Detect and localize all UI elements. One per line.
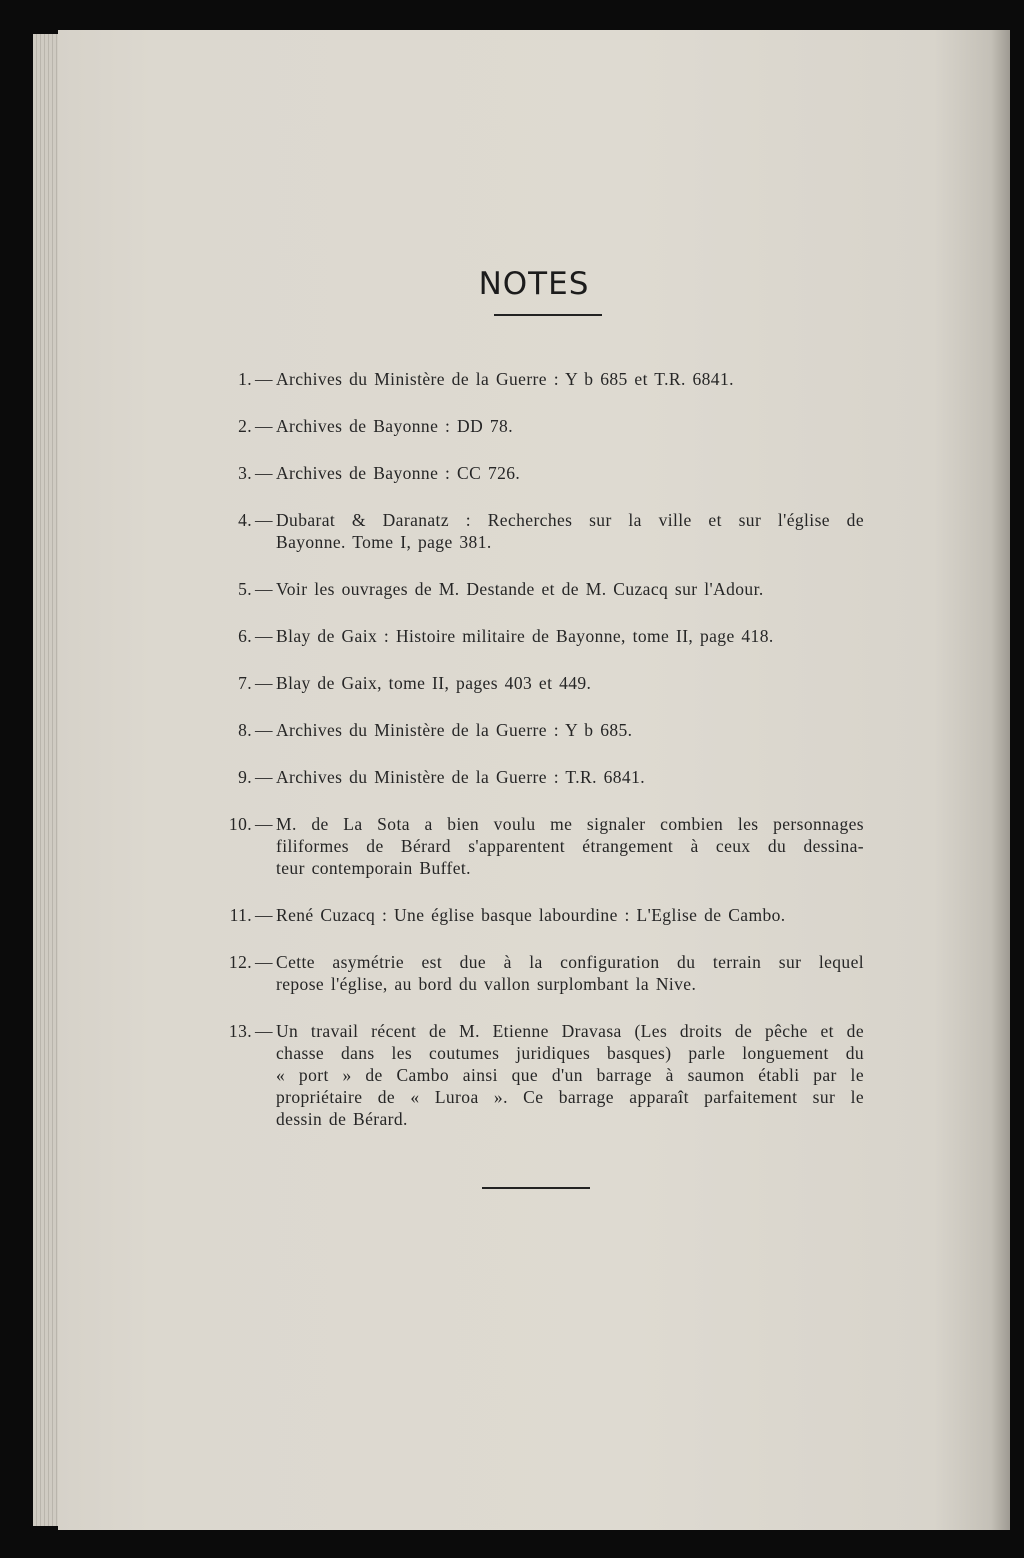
note-line: chasse dans les coutumes juridiques basques) parle longuement du xyxy=(276,1043,864,1063)
note-line: Bayonne. Tome I, page 381. xyxy=(276,532,492,552)
note-line: René Cuzacq : Une église basque labourdine : L'Eglise de Cambo. xyxy=(276,905,786,925)
note-line: Cette asymétrie est due à la configuration du terrain sur lequel xyxy=(276,952,864,972)
note-line: repose l'église, au bord du vallon surplombant la Nive. xyxy=(276,974,697,994)
note-text xyxy=(276,415,864,437)
title-underline xyxy=(494,314,602,316)
note-item xyxy=(200,462,864,484)
note-dash: — xyxy=(255,905,273,925)
note-text xyxy=(276,672,864,694)
note-dash: — xyxy=(255,814,273,834)
note-number: 4. xyxy=(238,510,252,530)
note-text xyxy=(276,951,864,995)
note-number: 13. xyxy=(228,1021,252,1041)
note-line: Archives du Ministère de la Guerre : Y b 685. xyxy=(276,720,633,740)
note-item xyxy=(200,766,864,788)
note-dash: — xyxy=(255,416,273,436)
notes-list xyxy=(200,368,864,1155)
note-number: 3. xyxy=(238,463,252,483)
note-dash: — xyxy=(255,463,273,483)
note-number: 5. xyxy=(238,579,252,599)
note-text xyxy=(276,368,864,390)
note-line: Archives de Bayonne : DD 78. xyxy=(276,416,513,436)
note-item xyxy=(200,368,864,390)
note-item xyxy=(200,672,864,694)
note-number: 11. xyxy=(229,905,252,925)
note-dash: — xyxy=(255,510,273,530)
note-text xyxy=(276,904,864,926)
note-dash: — xyxy=(255,673,273,693)
note-line: teur contemporain Buffet. xyxy=(276,858,471,878)
note-dash: — xyxy=(255,952,273,972)
note-number: 12. xyxy=(228,952,252,972)
note-text xyxy=(276,766,864,788)
note-line: dessin de Bérard. xyxy=(276,1109,408,1129)
note-line: Voir les ouvrages de M. Destande et de M. Cuzacq sur l'Adour. xyxy=(276,579,764,599)
end-rule xyxy=(482,1187,590,1189)
note-dash: — xyxy=(255,369,273,389)
note-item xyxy=(200,1020,864,1130)
note-dash: — xyxy=(255,767,273,787)
note-number: 10. xyxy=(228,814,252,834)
note-line: Blay de Gaix : Histoire militaire de Bayonne, tome II, page 418. xyxy=(276,626,774,646)
note-number: 7. xyxy=(238,673,252,693)
note-text xyxy=(276,1020,864,1130)
note-line: Archives du Ministère de la Guerre : T.R. 6841. xyxy=(276,767,646,787)
page-title: NOTES xyxy=(478,266,590,302)
note-dash: — xyxy=(255,579,273,599)
note-number: 8. xyxy=(238,720,252,740)
note-line: Dubarat & Daranatz : Recherches sur la ville et sur l'église de xyxy=(276,510,864,530)
note-item xyxy=(200,625,864,647)
note-text xyxy=(276,578,864,600)
note-item xyxy=(200,904,864,926)
note-line: « port » de Cambo ainsi que d'un barrage à saumon établi par le xyxy=(276,1065,864,1085)
note-item xyxy=(200,415,864,437)
note-number: 6. xyxy=(238,626,252,646)
note-line: Blay de Gaix, tome II, pages 403 et 449. xyxy=(276,673,592,693)
note-item xyxy=(200,813,864,879)
note-number: 9. xyxy=(238,767,252,787)
note-text xyxy=(276,462,864,484)
note-line: Archives du Ministère de la Guerre : Y b 685 et T.R. 6841. xyxy=(276,369,734,389)
note-dash: — xyxy=(255,626,273,646)
note-item xyxy=(200,719,864,741)
note-item xyxy=(200,578,864,600)
note-text xyxy=(276,813,864,879)
note-line: M. de La Sota a bien voulu me signaler combien les personnages xyxy=(276,814,864,834)
note-item xyxy=(200,509,864,553)
note-text xyxy=(276,719,864,741)
note-item xyxy=(200,951,864,995)
note-number: 2. xyxy=(238,416,252,436)
note-text xyxy=(276,509,864,553)
note-dash: — xyxy=(255,720,273,740)
note-line: propriétaire de « Luroa ». Ce barrage apparaît parfaitement sur le xyxy=(276,1087,864,1107)
note-line: Un travail récent de M. Etienne Dravasa (Les droits de pêche et de xyxy=(276,1021,864,1041)
note-text xyxy=(276,625,864,647)
note-number: 1. xyxy=(238,369,252,389)
note-dash: — xyxy=(255,1021,273,1041)
note-line: filiformes de Bérard s'apparentent étrangement à ceux du dessina- xyxy=(276,836,864,856)
note-line: Archives de Bayonne : CC 726. xyxy=(276,463,521,483)
